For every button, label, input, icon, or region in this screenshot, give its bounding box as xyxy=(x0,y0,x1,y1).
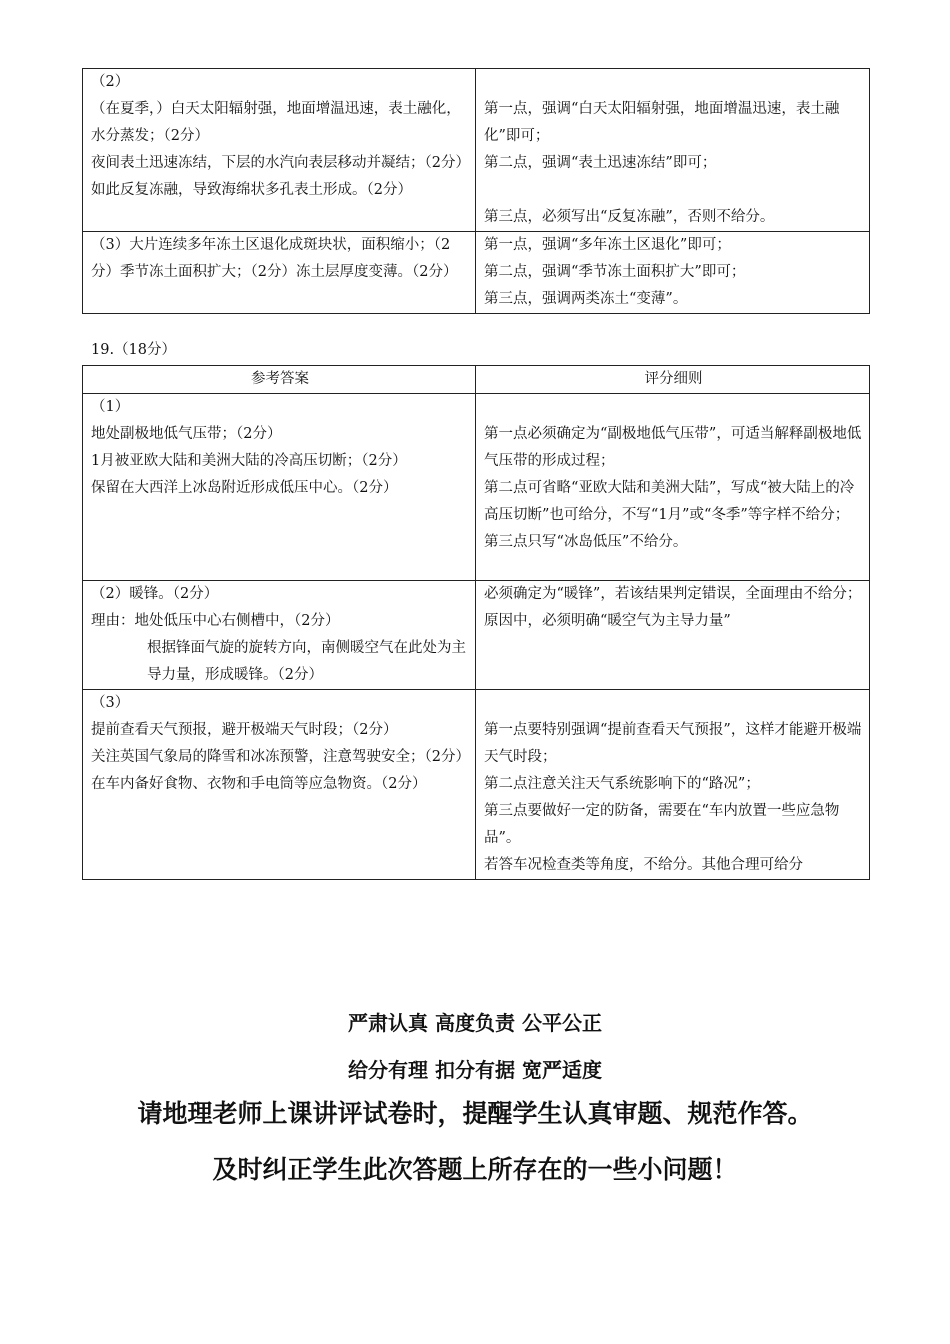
answer-line: （3） xyxy=(91,695,130,711)
answer-line: 关注英国气象局的降雪和冰冻预警，注意驾驶安全；（2分） xyxy=(91,749,470,765)
rule-cell xyxy=(476,69,870,232)
rule-line: 第三点，必须写出“反复冻融”，否则不给分。 xyxy=(484,209,775,225)
rule-cell xyxy=(476,232,870,314)
rule-line: 第一点要特别强调“提前查看天气预报”，这样才能避开极端天气时段； xyxy=(484,722,862,765)
column-header-rules: 评分细则 xyxy=(476,366,870,394)
table-row xyxy=(83,581,870,690)
answer-line: （在夏季，）白天太阳辐射强，地面增温迅速，表土融化，水分蒸发；（2分） xyxy=(91,101,461,144)
rule-cell xyxy=(476,690,870,880)
answer-line: （2）暖锋。（2分） xyxy=(91,586,219,602)
rule-line: 第一点必须确定为“副极地低气压带”，可适当解释副极地低气压带的形成过程； xyxy=(484,426,862,469)
table-row xyxy=(83,69,870,232)
question-label: 19.（18分） xyxy=(91,342,177,358)
answer-line: 夜间表土迅速冻结，下层的水汽向表层移动并凝结；（2分） xyxy=(91,155,470,171)
table-row xyxy=(83,690,870,880)
rule-line: 第三点要做好一定的防备，需要在“车内放置一些应急物品”。 xyxy=(484,803,840,846)
rule-line: 若答车况检查类等角度，不给分。其他合理可给分 xyxy=(484,857,803,873)
answer-line: （2） xyxy=(91,74,130,90)
rule-line: 第一点，强调“白天太阳辐射强，地面增温迅速，表土融化”即可； xyxy=(484,101,840,144)
rule-line: 第三点，强调两类冻土“变薄”。 xyxy=(484,291,688,307)
scoring-table-q19 xyxy=(82,365,870,880)
answer-line: 提前查看天气预报，避开极端天气时段；（2分） xyxy=(91,722,398,738)
scoring-table-q18 xyxy=(82,68,870,314)
answer-cell xyxy=(83,232,476,314)
rule-line: 第二点注意关注天气系统影响下的“路况”； xyxy=(484,776,760,792)
rule-line: 第一点，强调“多年冻土区退化”即可； xyxy=(484,237,731,253)
slogan-line-2: 给分有理 扣分有据 宽严适度 xyxy=(348,1058,602,1082)
answer-line: 在车内备好食物、衣物和手电筒等应急物资。（2分） xyxy=(91,776,427,792)
rule-cell xyxy=(476,394,870,581)
answer-cell xyxy=(83,581,476,690)
rule-line: 第三点只写“冰岛低压”不给分。 xyxy=(484,534,688,550)
column-header-answer: 参考答案 xyxy=(83,366,476,394)
answer-cell xyxy=(83,394,476,581)
answer-line: 根据锋面气旋的旋转方向，南侧暖空气在此处为主导力量，形成暖锋。（2分） xyxy=(147,640,466,683)
slogan-line-1: 严肃认真 高度负责 公平公正 xyxy=(348,1011,602,1035)
table-row xyxy=(83,394,870,581)
answer-line: （3）大片连续多年冻土区退化成斑块状，面积缩小；（2分）季节冻土面积扩大；（2分）冻土层厚度变薄。（2分） xyxy=(91,237,458,280)
table-row xyxy=(83,232,870,314)
answer-line: 保留在大西洋上冰岛附近形成低压中心。（2分） xyxy=(91,480,398,496)
reminder-line-1: 请地理老师上课讲评试卷时，提醒学生认真审题、规范作答。 xyxy=(137,1099,813,1128)
answer-cell xyxy=(83,690,476,880)
reminder-line-2: 及时纠正学生此次答题上所存在的一些小问题！ xyxy=(212,1155,738,1184)
table-header-row xyxy=(83,366,870,394)
rule-line: 第二点，强调“季节冻土面积扩大”即可； xyxy=(484,264,746,280)
answer-line: 理由：地处低压中心右侧槽中，（2分） xyxy=(91,613,340,629)
rule-line: 必须确定为“暖锋”，若该结果判定错误，全面理由不给分； xyxy=(484,586,862,602)
answer-line: 1月被亚欧大陆和美洲大陆的冷高压切断；（2分） xyxy=(91,453,407,469)
answer-line: （1） xyxy=(91,399,130,415)
rule-line: 第二点可省略“亚欧大陆和美洲大陆”，写成“被大陆上的冷高压切断”也可给分，不写“1月”或“冬季”等字样不给分； xyxy=(484,480,855,523)
answer-cell xyxy=(83,69,476,232)
rule-line: 第二点，强调“表土迅速冻结”即可； xyxy=(484,155,717,171)
answer-line: 如此反复冻融，导致海绵状多孔表土形成。（2分） xyxy=(91,182,412,198)
rule-cell xyxy=(476,581,870,690)
answer-line: 地处副极地低气压带；（2分） xyxy=(91,426,282,442)
rule-line: 原因中，必须明确“暖空气为主导力量” xyxy=(484,613,731,629)
